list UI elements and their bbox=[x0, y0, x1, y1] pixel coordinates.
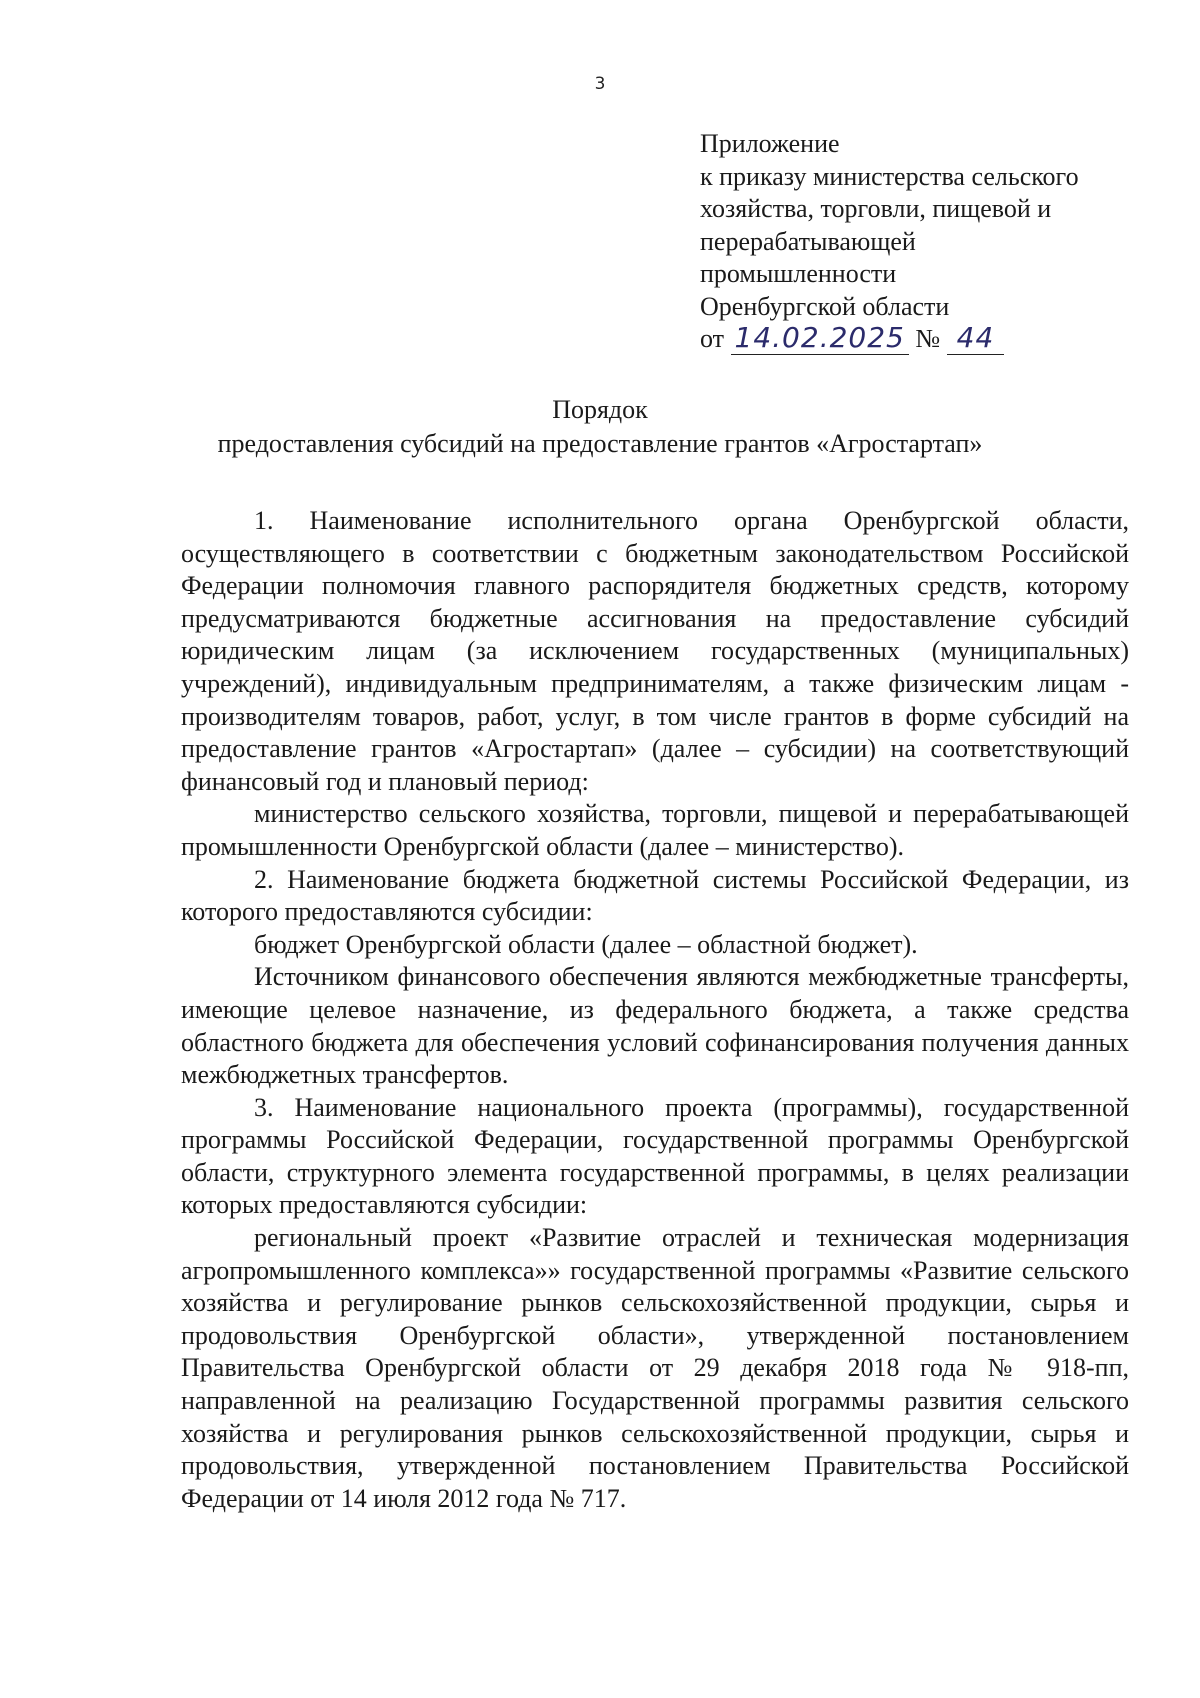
page-number: 3 bbox=[594, 74, 606, 94]
title-line-2: предоставления субсидий на предоставление грантов «Агростартап» bbox=[217, 429, 983, 458]
handwritten-number: 44 bbox=[956, 321, 995, 354]
paragraph: 2. Наименование бюджета бюджетной системы Российской Федерации, из которого предоставляются субсидии: bbox=[181, 864, 1129, 927]
paragraph: 3. Наименование национального проекта (программы), государственной программы Российской Федерации, государственной программы Оренбургской области, структурного элемента государственной программы, в целях реализации которых предоставляются субсидии: bbox=[181, 1092, 1129, 1220]
paragraph: министерство сельского хозяйства, торговли, пищевой и перерабатывающей промышленности Оренбургской области (далее – министерство). bbox=[181, 799, 1129, 861]
title-line-1: Порядок bbox=[552, 395, 648, 424]
paragraph: бюджет Оренбургской области (далее – областной бюджет). bbox=[254, 929, 918, 959]
appendix-line: хозяйства, торговли, пищевой и bbox=[700, 194, 1052, 223]
document-body bbox=[181, 505, 1129, 1515]
appendix-header bbox=[700, 128, 1150, 357]
order-number-field bbox=[947, 323, 1005, 355]
appendix-line: перерабатывающей bbox=[700, 226, 916, 256]
date-prefix: от bbox=[700, 324, 725, 353]
number-sign: № bbox=[915, 324, 941, 353]
paragraph: 1. Наименование исполнительного органа Оренбургской области, осуществляющего в соответствии с бюджетным законодательством Российской Федерации полномочия главного распорядителя бюджетных средств, которому предусматриваются бюджетные ассигнования на предоставление субсидий юридическим лицам (за исключением государственных (муниципальных) учреждений), индивидуальным предпринимателям, а также физическим лицам - производителям товаров, работ, услуг, в том числе грантов в форме субсидий на предоставление грантов «Агростартап» (далее – субсидии) на соответствующий финансовый год и плановый период: bbox=[181, 506, 1129, 796]
handwritten-date: 14.02.2025 bbox=[734, 321, 905, 354]
paragraph: Источником финансового обеспечения являются межбюджетные трансферты, имеющие целевое назначение, из федерального бюджета, а также средства областного бюджета для обеспечения условий софинансирования получения данных межбюджетных трансфертов. bbox=[181, 962, 1129, 1090]
appendix-line: к приказу министерства сельского bbox=[700, 161, 1079, 191]
paragraph: региональный проект «Развитие отраслей и техническая модернизация агропромышленного комплекса»» государственной программы «Развитие сельского хозяйства и регулирование рынков сельскохозяйственной продукции, сырья и продовольствия Оренбургской области», утвержденной постановлением Правительства Оренбургской области от 29 декабря 2018 года № 918-пп, направленной на реализацию Государственной программы развития сельского хозяйства и регулирования рынков сельскохозяйственной продукции, сырья и продовольствия, утвержденной постановлением Правительства Российской Федерации от 14 июля 2012 года № 717. bbox=[181, 1223, 1129, 1513]
appendix-line: промышленности bbox=[700, 259, 897, 288]
document-title bbox=[0, 393, 1200, 461]
order-date-field bbox=[731, 323, 909, 355]
appendix-line: Оренбургской области bbox=[700, 291, 950, 321]
order-date-line bbox=[700, 323, 1150, 357]
appendix-line: Приложение bbox=[700, 129, 840, 158]
